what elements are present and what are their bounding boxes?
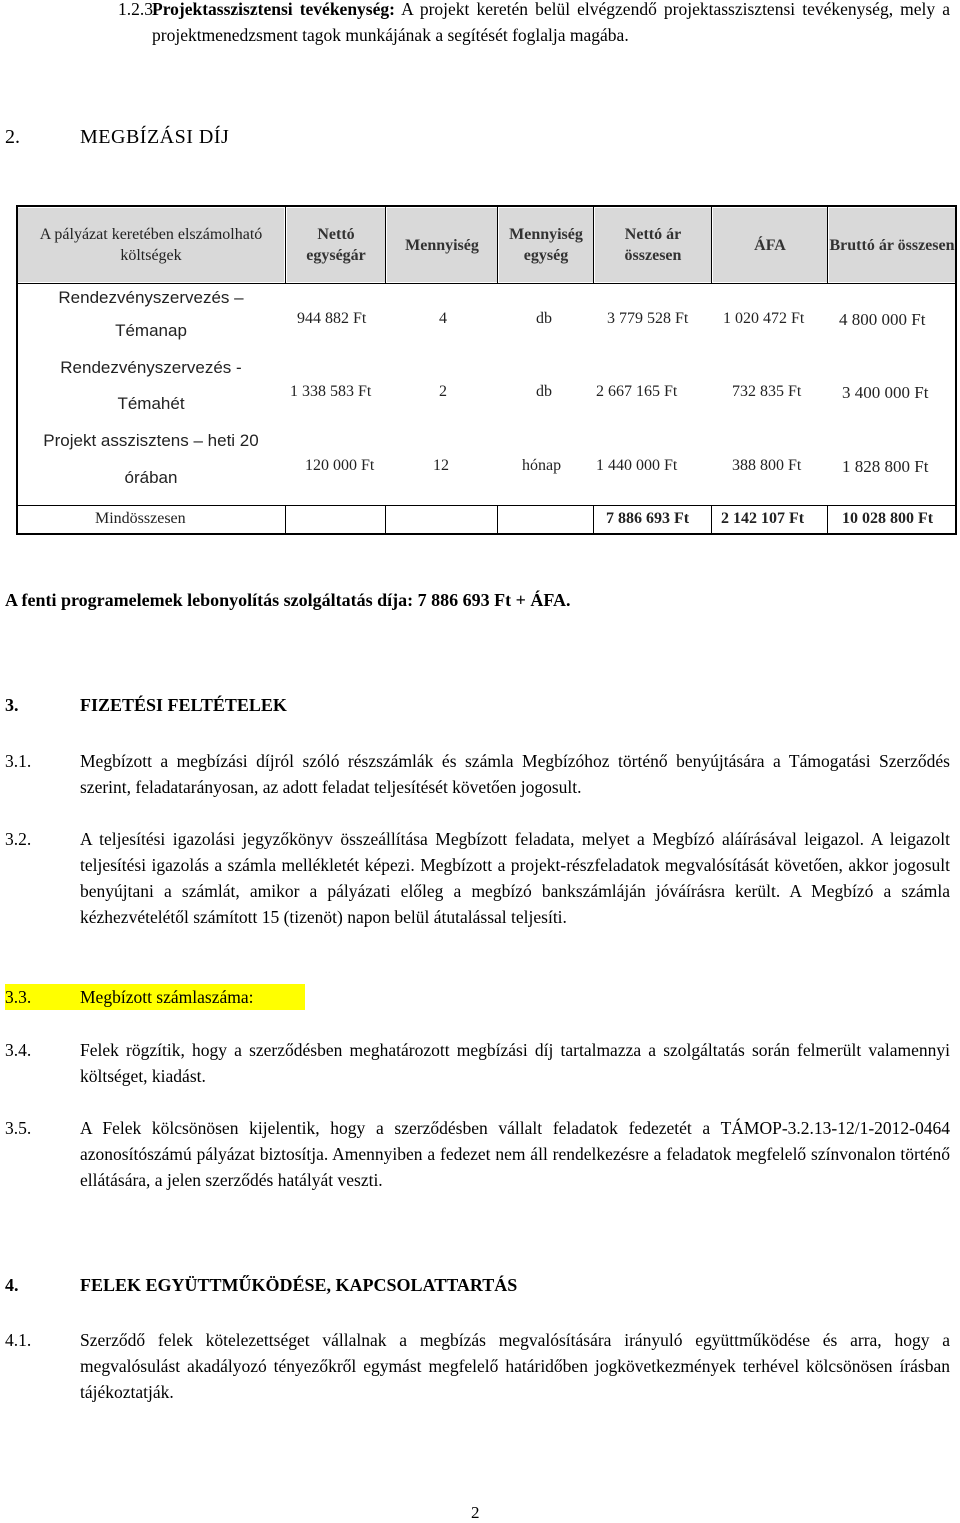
total-vat: 2 142 107 Ft bbox=[721, 510, 805, 527]
row-gross: 4 800 000 Ft bbox=[839, 310, 926, 329]
section-4-1-text: Szerződő felek kötelezettséget vállalnak a megbízás megvalósítására irányuló együttműködése és arra, hogy a megvalósulást akadályozó tényezőkről egymást megfelelő határidőben jogkövetkezmények terhével kölcsönösen írásban tájékoztatják. bbox=[80, 1330, 950, 1402]
section-3-title: FIZETÉSI FELTÉTELEK bbox=[80, 695, 287, 715]
header-cost: A pályázat keretében elszámolható költségek bbox=[39, 226, 263, 264]
row-label-line1: Projekt asszisztens – heti 20 bbox=[43, 431, 259, 450]
header-vat: ÁFA bbox=[754, 236, 786, 254]
row-unit: db bbox=[536, 310, 552, 327]
row-label-line1: Rendezvényszervezés – bbox=[58, 288, 244, 307]
section-3-2-number: 3.2. bbox=[5, 829, 32, 849]
section-3-number: 3. bbox=[5, 695, 19, 715]
row-unit-price: 944 882 Ft bbox=[297, 310, 367, 327]
row-label-line2: Témanap bbox=[115, 321, 187, 340]
row-vat: 732 835 Ft bbox=[732, 383, 802, 400]
row-unit-price: 1 338 583 Ft bbox=[290, 383, 372, 400]
row-net: 1 440 000 Ft bbox=[596, 457, 678, 474]
section-3-1-text: Megbízott a megbízási díjról szóló részszámlák és számla Megbízóhoz történő benyújtására a Támogatási Szerződés szerint, feladatarányosan, az adott feladat teljesítését követően jogosult. bbox=[80, 751, 950, 797]
row-label-line2: Témahét bbox=[117, 394, 185, 413]
header-unit-price: Nettó egységár bbox=[306, 226, 366, 264]
section-4-title: FELEK EGYÜTTMŰKÖDÉSE, KAPCSOLATTARTÁS bbox=[80, 1275, 518, 1295]
row-quantity: 12 bbox=[433, 457, 449, 474]
row-gross: 3 400 000 Ft bbox=[842, 383, 929, 402]
row-label-line2: órában bbox=[124, 468, 178, 487]
fee-summary: A fenti programelemek lebonyolítás szolgáltatás díja: 7 886 693 Ft + ÁFA. bbox=[5, 590, 571, 610]
section-3-3-text: Megbízott számlaszáma: bbox=[80, 984, 253, 1010]
section-2-title: MEGBÍZÁSI DÍJ bbox=[80, 126, 230, 148]
row-unit: hónap bbox=[522, 457, 562, 474]
section-3-4-number: 3.4. bbox=[5, 1040, 32, 1060]
section-3-5-number: 3.5. bbox=[5, 1118, 32, 1138]
section-3-1-number: 3.1. bbox=[5, 751, 32, 771]
row-quantity: 4 bbox=[439, 310, 447, 327]
section-1-2-3-text bbox=[152, 0, 950, 48]
header-quantity: Mennyiség bbox=[405, 236, 479, 254]
total-gross: 10 028 800 Ft bbox=[842, 510, 934, 527]
header-quantity-unit: Mennyiség egység bbox=[509, 226, 583, 264]
header-gross-total: Bruttó ár összesen bbox=[829, 236, 955, 254]
row-unit: db bbox=[536, 383, 552, 400]
section-4-number: 4. bbox=[5, 1275, 19, 1295]
page-number: 2 bbox=[471, 1503, 480, 1522]
total-net: 7 886 693 Ft bbox=[606, 510, 690, 527]
section-1-2-3-title: Projektasszisztensi tevékenység: bbox=[152, 0, 395, 19]
section-3-2-text: A teljesítési igazolási jegyzőkönyv összeállítása Megbízott feladata, melyet a Megbízó aláírásával leigazol. A leigazolt teljesítési igazolás a számla mellékletét képezi. Megbízott a projekt-részfeladatok megvalósítását követően, akkor jogosult benyújtani a számlát, amikor a pályázati előleg a megbízó bankszámláján jóváírásra került. A Megbízó a számla kézhezvételétől számított 15 (tizenöt) napon belül átutalással teljesíti. bbox=[80, 829, 950, 927]
row-quantity: 2 bbox=[439, 383, 447, 400]
section-3-3-number: 3.3. bbox=[5, 984, 305, 1010]
section-1-2-3-number: 1.2.3. bbox=[118, 0, 158, 19]
row-net: 3 779 528 Ft bbox=[607, 310, 689, 327]
section-2-number: 2. bbox=[5, 126, 20, 148]
row-vat: 388 800 Ft bbox=[732, 457, 802, 474]
section-1-2-3-body: A projekt keretén belül elvégzendő projektasszisztensi tevékenység, mely a projektmenedzsment tagok munkájának a segítését foglalja magába. bbox=[152, 0, 950, 45]
section-3-4-text: Felek rögzítik, hogy a szerződésben meghatározott megbízási díj tartalmazza a szolgáltatás során felmerült valamennyi költséget, kiadást. bbox=[80, 1040, 950, 1086]
total-label: Mindösszesen bbox=[95, 510, 186, 527]
row-gross: 1 828 800 Ft bbox=[842, 457, 929, 476]
row-vat: 1 020 472 Ft bbox=[723, 310, 805, 327]
row-label-line1: Rendezvényszervezés - bbox=[60, 358, 242, 377]
section-3-5-text: A Felek kölcsönösen kijelentik, hogy a szerződésben vállalt feladatok fedezetét a TÁMOP-3.2.13-12/1-2012-0464 azonosítószámú pályázat biztosítja. Amennyiben a fedezet nem áll rendelkezésre a feladatok megfelelő színvonalon történő ellátására, a jelen szerződés hatályát veszti. bbox=[80, 1118, 950, 1190]
row-net: 2 667 165 Ft bbox=[596, 383, 678, 400]
header-net-total: Nettó ár összesen bbox=[624, 226, 682, 264]
section-4-1-number: 4.1. bbox=[5, 1330, 32, 1350]
row-unit-price: 120 000 Ft bbox=[305, 457, 375, 474]
